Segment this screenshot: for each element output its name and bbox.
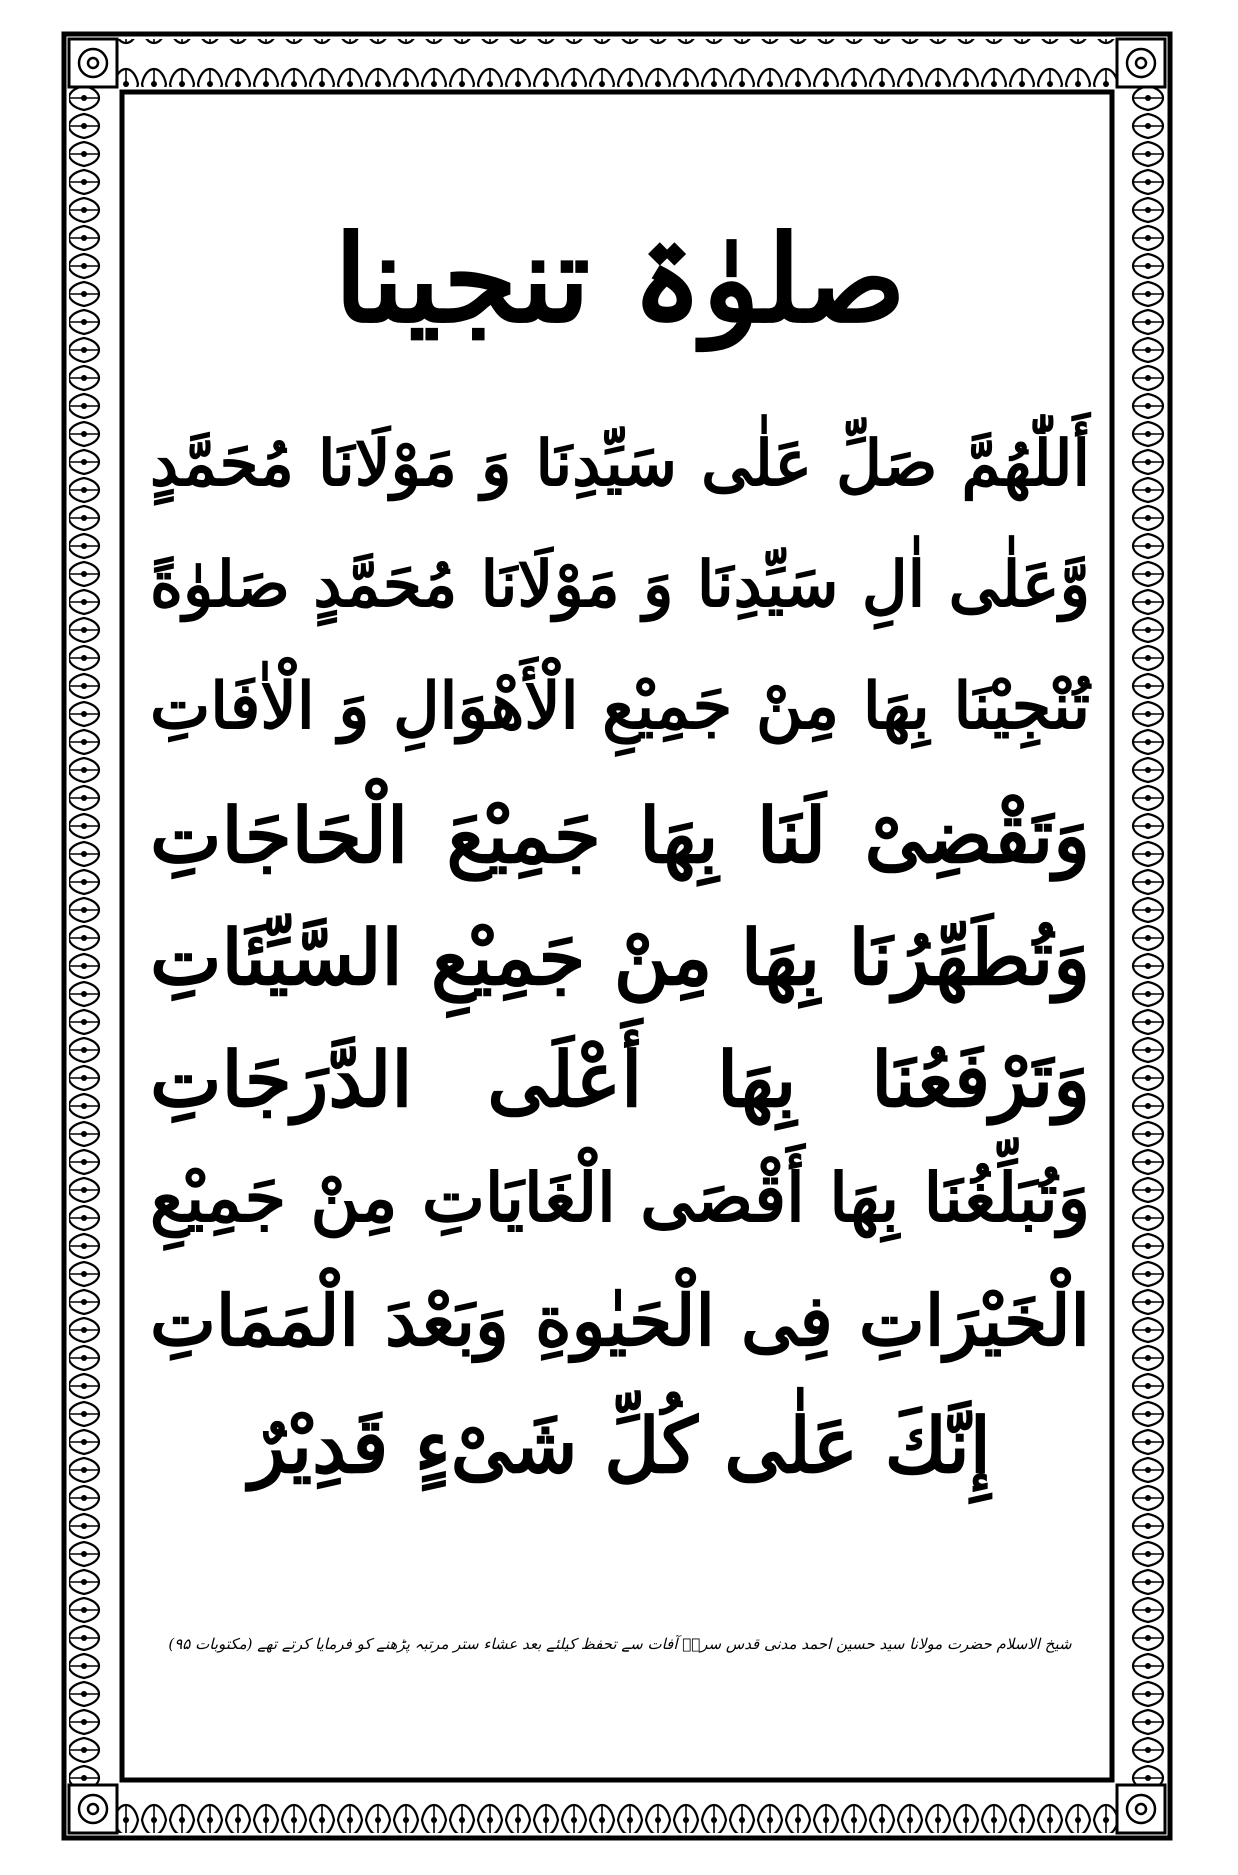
prayer-line-5: وَتُطَهِّرُنَا بِهَا مِنْ جَمِيْعِ السَّيِّئَاتِ [150,913,1090,1002]
footnote: شیخ الاسلام حضرت مولانا سید حسین احمد مدنی قدس سرہٗ آفات سے تحفظ کیلئے بعد عشاء ستر مرتبہ پڑھنے کو فرمایا کرتے تھے (مکتوبات ۹۵) [168,1635,1072,1653]
prayer-line-4: وَتَقْضِىْ لَنَا بِهَا جَمِيْعَ الْحَاجَاتِ [150,791,1090,880]
page-title: صلوٰۃ تنجینا [334,209,906,350]
prayer-line-8: الْخَيْرَاتِ فِى الْحَيٰوةِ وَبَعْدَ الْمَمَاتِ [150,1279,1090,1362]
prayer-line-6: وَتَرْفَعُنَا بِهَا أَعْلَى الدَّرَجَاتِ [150,1035,1090,1124]
prayer-line-2: وَّعَلٰى اٰلِ سَيِّدِنَا وَ مَوْلَانَا مُحَمَّدٍ صَلوٰةً [150,547,1090,621]
prayer-line-7: وَتُبَلِّغُنَا بِهَا أَقْصَى الْغَايَاتِ مِنْ جَمِيْعِ [150,1158,1090,1237]
prayer-line-1: أَللّٰهُمَّ صَلِّ عَلٰى سَيِّدِنَا وَ مَوْلَانَا مُحَمَّدٍ [150,426,1090,500]
prayer-text-area [150,110,1090,1750]
prayer-line-3: تُنْجِيْنَا بِهَا مِنْ جَمِيْعِ الْأَهْوَالِ وَ الْاٰفَاتِ [150,669,1090,744]
prayer-line-9: إِنَّكَ عَلٰى كُلِّ شَىْءٍ قَدِيْرٌ [249,1401,991,1490]
